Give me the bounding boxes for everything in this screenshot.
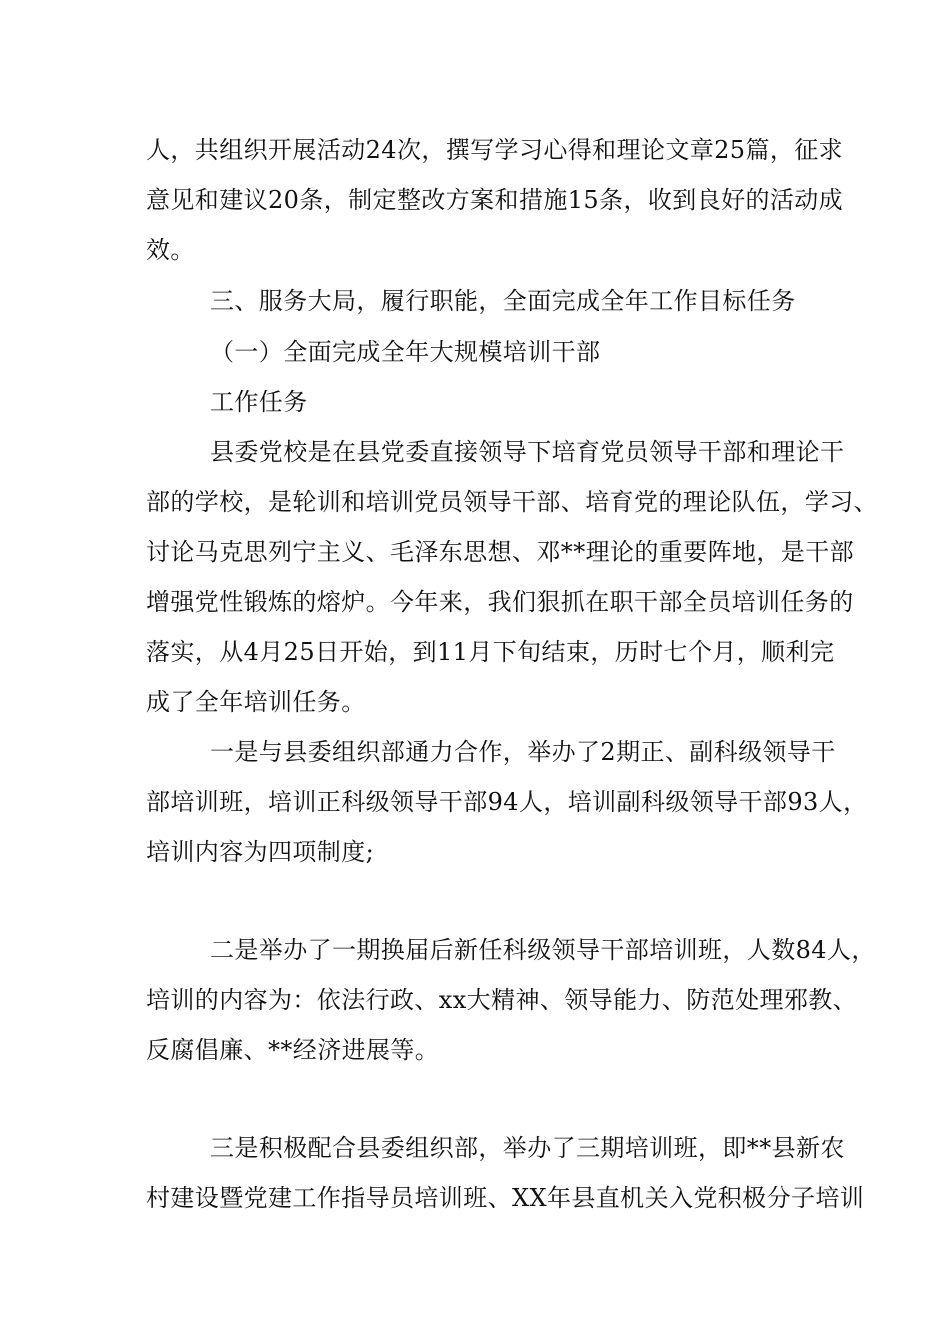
paragraph-line: 村建设暨党建工作指导员培训班、XX年县直机关入党积极分子培训: [146, 1184, 865, 1212]
paragraph-line: 人，共组织开展活动24次，撰写学习心得和理论文章25篇，征求: [146, 136, 844, 164]
paragraph-line: 反腐倡廉、**经济进展等。: [146, 1036, 440, 1064]
paragraph-line: 县委党校是在县党委直接领导下培育党员领导干部和理论干: [210, 438, 845, 466]
paragraph-line: 二是举办了一期换届后新任科级领导干部培训班，人数84人，: [210, 936, 876, 964]
paragraph-line: 培训内容为四项制度;: [146, 838, 375, 866]
paragraph-line: 增强党性锻炼的熔炉。今年来，我们狠抓在职干部全员培训任务的: [146, 588, 854, 616]
subsection-heading: （一）全面完成全年大规模培训干部: [210, 338, 601, 366]
paragraph-line: 三是积极配合县委组织部，举办了三期培训班，即**县新农: [210, 1134, 845, 1162]
paragraph-line: 部培训班，培训正科级领导干部94人，培训副科级领导干部93人，: [146, 788, 868, 816]
paragraph-line: 成了全年培训任务。: [146, 688, 366, 716]
paragraph-line: 培训的内容为：依法行政、xx大精神、领导能力、防范处理邪教、: [146, 986, 858, 1014]
paragraph-line: 部的学校，是轮训和培训党员领导干部、培育党的理论队伍，学习、: [146, 488, 878, 516]
paragraph-line: 落实，从4月25日开始，到11月下旬结束，历时七个月，顺利完: [146, 638, 835, 666]
paragraph-line: 一是与县委组织部通力合作，举办了2期正、副科级领导干: [210, 738, 836, 766]
paragraph-line: 讨论马克思列宁主义、毛泽东思想、邓**理论的重要阵地，是干部: [146, 538, 854, 566]
paragraph-line: 意见和建议20条，制定整改方案和措施15条，收到良好的活动成: [146, 186, 844, 214]
paragraph-line: 效。: [146, 236, 195, 264]
section-heading: 三、服务大局，履行职能，全面完成全年工作目标任务: [210, 287, 796, 315]
subsection-heading-continued: 工作任务: [210, 388, 308, 416]
